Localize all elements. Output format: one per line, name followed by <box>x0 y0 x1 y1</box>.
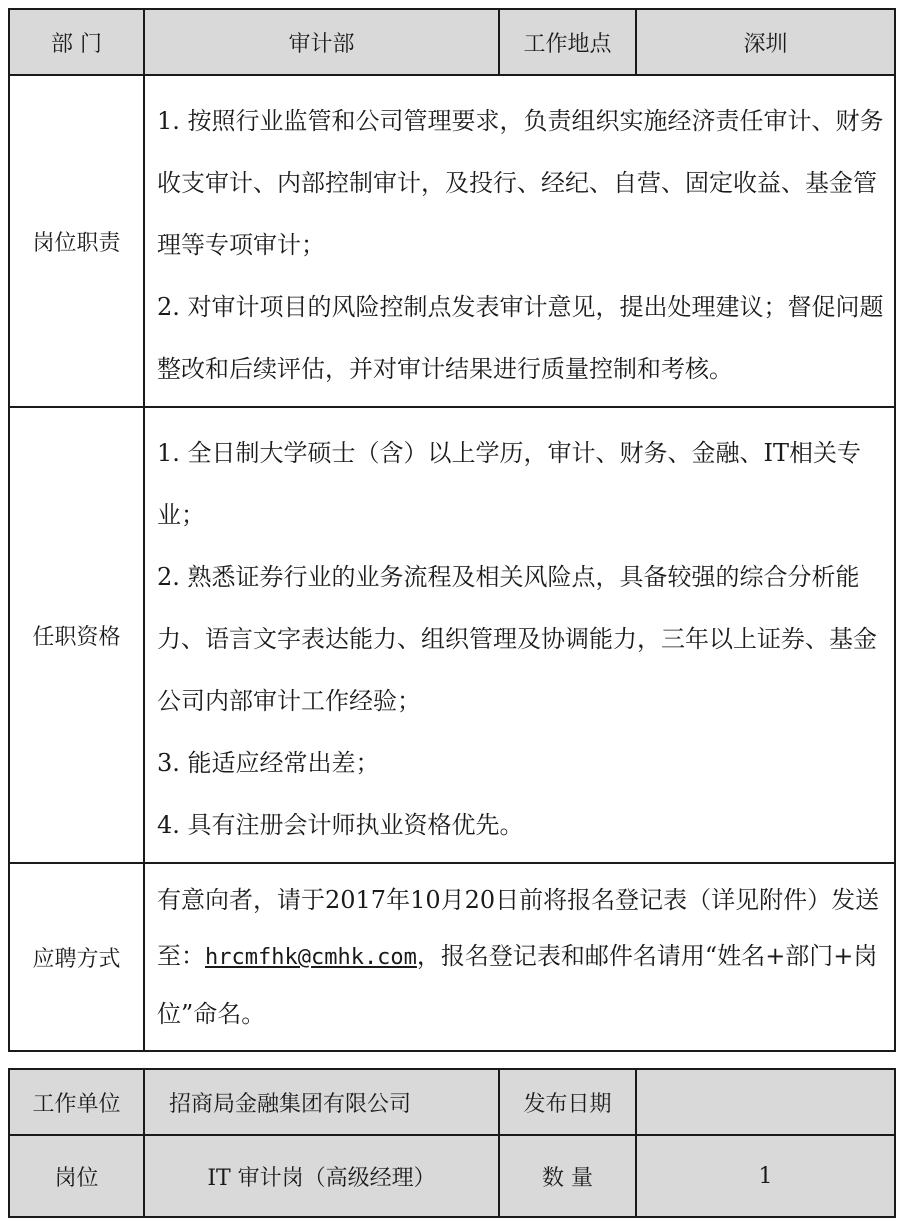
apply-text-2: ，报名登记表和邮件名请用“姓名+部门+岗位”命名。 <box>157 942 878 1028</box>
requirement-item: 1. 全日制大学硕士（含）以上学历，审计、财务、金融、IT相关专业； <box>157 439 862 529</box>
quantity-value: 1 <box>636 1135 895 1217</box>
requirement-item: 2. 熟悉证券行业的业务流程及相关风险点，具备较强的综合分析能力、语言文字表达能力、组织管理及协调能力，三年以上证券、基金公司内部审计工作经验； <box>157 563 877 715</box>
duty-item: 2. 对审计项目的风险控制点发表审计意见，提出处理建议；督促问题整改和后续评估，并对审计结果进行质量控制和考核。 <box>157 293 884 383</box>
location-value: 深圳 <box>636 9 895 75</box>
requirements-content <box>144 407 895 863</box>
employer-row <box>9 1069 895 1135</box>
apply-text-1: 有意向者，请于2017年10月20日前将报名登记表（详见附件）发送至： <box>157 886 880 970</box>
duty-item: 1. 按照行业监管和公司管理要求，负责组织实施经济责任审计、财务收支审计、内部控制审计，及投行、经纪、自营、固定收益、基金管理等专项审计； <box>157 107 884 259</box>
apply-paragraph <box>157 872 884 1042</box>
position-row <box>9 1135 895 1217</box>
dept-value: 审计部 <box>144 9 499 75</box>
header-row <box>9 9 895 75</box>
employer-value: 招商局金融集团有限公司 <box>144 1069 499 1135</box>
apply-label: 应聘方式 <box>9 863 144 1051</box>
requirement-item: 4. 具有注册会计师执业资格优先。 <box>157 811 524 839</box>
dept-label: 部 门 <box>9 9 144 75</box>
requirement-item: 3. 能适应经常出差； <box>157 749 380 777</box>
apply-content <box>144 863 895 1051</box>
duties-label: 岗位职责 <box>9 75 144 407</box>
requirements-label: 任职资格 <box>9 407 144 863</box>
position-label: 岗位 <box>9 1135 144 1217</box>
job-details-table <box>8 8 896 1052</box>
employer-label: 工作单位 <box>9 1069 144 1135</box>
duties-row <box>9 75 895 407</box>
publish-date-label: 发布日期 <box>499 1069 636 1135</box>
publish-date-value <box>636 1069 895 1135</box>
apply-row <box>9 863 895 1051</box>
location-label: 工作地点 <box>499 9 636 75</box>
requirements-row <box>9 407 895 863</box>
position-value: IT 审计岗（高级经理） <box>144 1135 499 1217</box>
duties-content <box>144 75 895 407</box>
position-summary-table <box>8 1068 896 1218</box>
quantity-label: 数 量 <box>499 1135 636 1217</box>
email-link[interactable]: hrcmfhk@cmhk.com <box>205 945 417 970</box>
